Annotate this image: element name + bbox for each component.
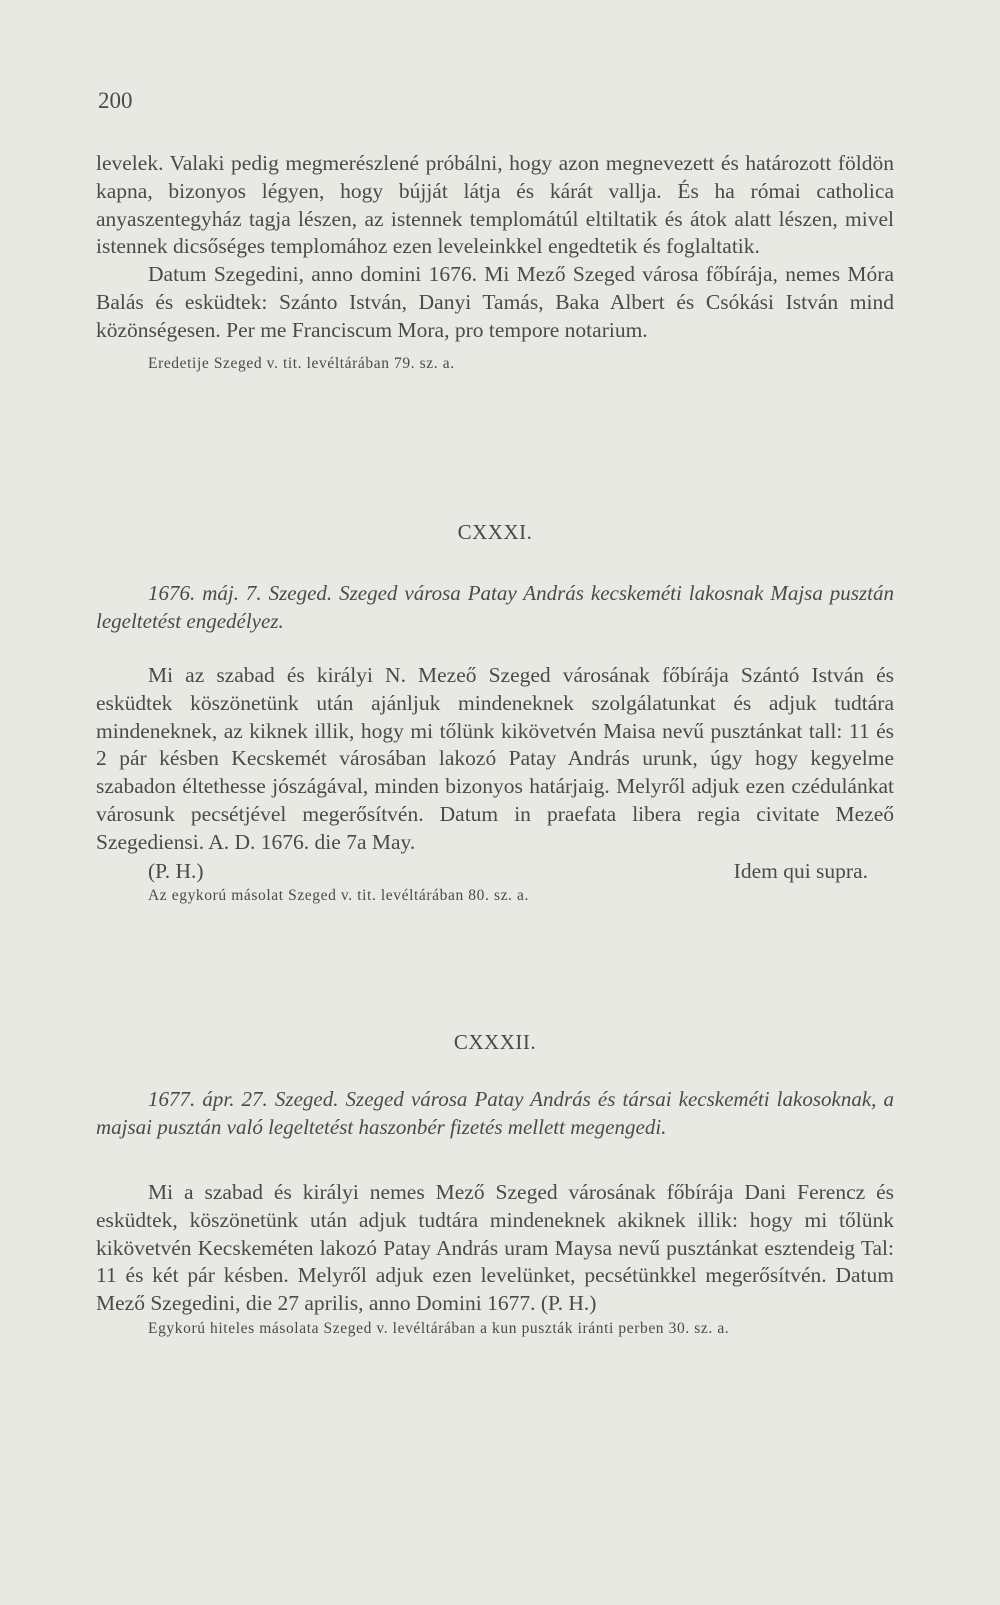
section-summary: 1676. máj. 7. Szeged. Szeged városa Patay András kecskeméti lakosnak Majsa pusztán legeltetést engedélyez. — [96, 581, 894, 633]
section-body: Mi a szabad és királyi nemes Mező Szeged városának főbírája Dani Ferencz és esküdtek, köszönetünk után adjuk tudtára mindeneknek akiknek illik: hogy mi tőlünk kikövetvén Kecskeméten lakozó Patay András uram Maysa nevű pusztánkat esztendeig Tal: 11 és két pár késben. Melyről adjuk ezen levelünket, pecsétünkkel megerősítvén. Datum Mező Szegedini, die 27 aprilis, anno Domini 1677. (P. H.) — [96, 1180, 894, 1316]
paragraph-continued: levelek. Valaki pedig megmerészlené próbálni, hogy azon megnevezett és határozott földön kapna, bizonyos légyen, hogy bújját látja és kárát vallja. És ha római catholica anyaszentegyház tagja lészen, az istennek templomátúl eltiltatik és átok alatt lészen, mivel istennek dicsőséges templomához ezen leveleinkkel engedtetik és foglaltatik. — [96, 151, 894, 259]
section-number: CXXXI. — [457, 520, 533, 544]
closing-formula: Idem qui supra. — [733, 858, 868, 883]
source-note: Az egykorú másolat Szeged v. tit. levéltárában 80. sz. a. — [148, 886, 529, 904]
section-summary: 1677. ápr. 27. Szeged. Szeged városa Patay András és társai kecskeméti lakosoknak, a majsai pusztán való legeltetést haszonbér fizetés mellett megengedi. — [96, 1087, 894, 1139]
source-note: Eredetije Szeged v. tit. levéltárában 79. sz. a. — [148, 354, 455, 372]
document-cxxxi — [96, 520, 894, 907]
section-continuation — [96, 150, 894, 375]
seal-mark: (P. H.) — [148, 858, 204, 883]
document-cxxxii — [96, 1030, 894, 1340]
section-body: Mi az szabad és királyi N. Mezeő Szeged városának főbírája Szántó István és esküdtek köszönetünk után ajánljuk mindeneknek szolgálatunkat és adjuk tudtára mindeneknek, az kiknek illik, hogy mi tőlünk kikövetvén Maisa nevű pusztánkat tall: 11 és 2 pár késben Kecskemét városában lakozó Patay András urunk, úgy hogy kegyelme szabadon éltethesse jószágával, minden bizonyos határjaig. Melyről adjuk ezen czédulánkat városunk pecsétjével megerősítvén. Datum in praefata libera regia civitate Mezeő Szegediensi. A. D. 1676. die 7a May. — [96, 663, 894, 854]
paragraph-datum: Datum Szegedini, anno domini 1676. Mi Mező Szeged városa főbírája, nemes Móra Balás és esküdtek: Szánto István, Danyi Tamás, Baka Albert és Csókási István mind közönségesen. Per me Franciscum Mora, pro tempore notarium. — [96, 262, 894, 342]
page-number: 200 — [98, 88, 133, 113]
signature-row — [96, 857, 894, 885]
source-note: Egykorú hiteles másolata Szeged v. levéltárában a kun puszták iránti perben 30. sz. a. — [148, 1319, 730, 1337]
section-number: CXXXII. — [453, 1030, 537, 1054]
